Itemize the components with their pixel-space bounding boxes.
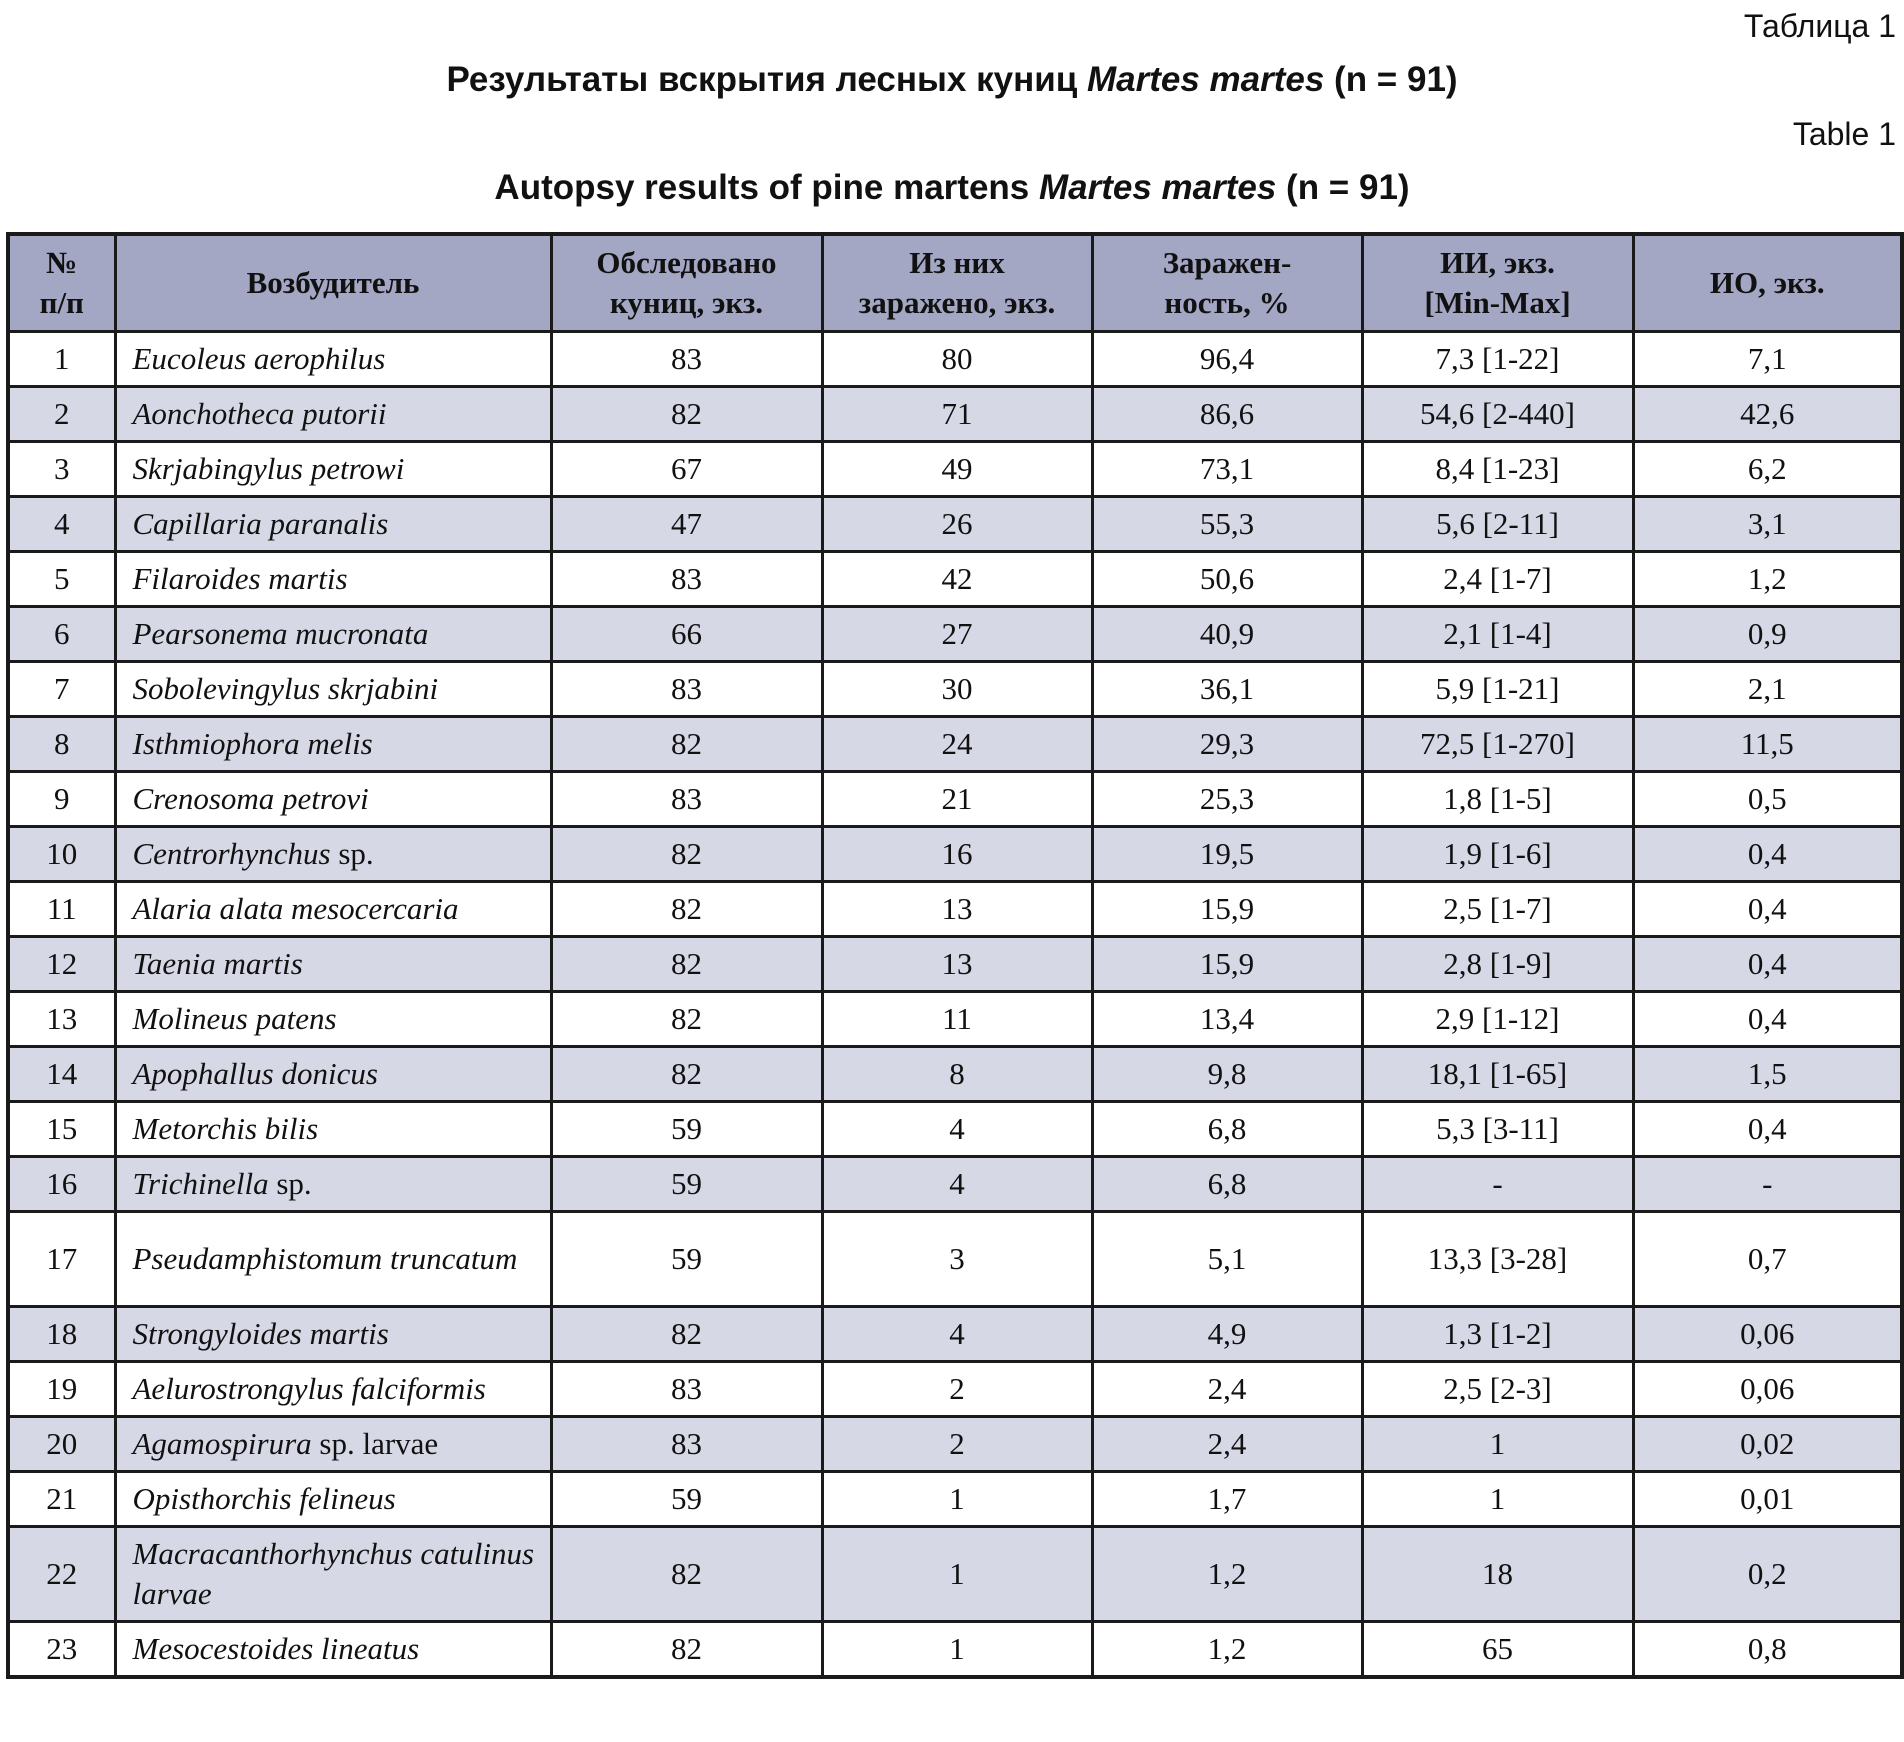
cell-pathogen bbox=[115, 1472, 551, 1527]
table-row bbox=[8, 662, 1902, 717]
cell-infected: 42 bbox=[822, 552, 1092, 607]
pathogen-name: Pseudamphistomum truncatum bbox=[132, 1241, 518, 1276]
table-body bbox=[8, 332, 1902, 1678]
cell-infected: 8 bbox=[822, 1047, 1092, 1102]
cell-num: 11 bbox=[8, 882, 115, 937]
cell-examined: 59 bbox=[551, 1157, 822, 1212]
cell-examined: 82 bbox=[551, 827, 822, 882]
cell-examined: 47 bbox=[551, 497, 822, 552]
table-row bbox=[8, 387, 1902, 442]
table-row bbox=[8, 552, 1902, 607]
cell-prevalence: 6,8 bbox=[1092, 1157, 1362, 1212]
cell-prevalence: 15,9 bbox=[1092, 882, 1362, 937]
table-row bbox=[8, 1362, 1902, 1417]
cell-num: 10 bbox=[8, 827, 115, 882]
cell-prevalence: 19,5 bbox=[1092, 827, 1362, 882]
table-row bbox=[8, 992, 1902, 1047]
pathogen-name: Filaroides martis bbox=[132, 561, 348, 596]
cell-num: 21 bbox=[8, 1472, 115, 1527]
cell-prevalence: 55,3 bbox=[1092, 497, 1362, 552]
pathogen-name: Mesocestoides lineatus bbox=[132, 1631, 420, 1666]
cell-infected: 30 bbox=[822, 662, 1092, 717]
header-num: № п/п bbox=[8, 234, 115, 332]
cell-intensity: 72,5 [1-270] bbox=[1362, 717, 1633, 772]
cell-abundance: 11,5 bbox=[1633, 717, 1902, 772]
table-row bbox=[8, 442, 1902, 497]
cell-intensity: 65 bbox=[1362, 1622, 1633, 1678]
cell-examined: 82 bbox=[551, 992, 822, 1047]
cell-infected: 71 bbox=[822, 387, 1092, 442]
pathogen-name: Trichinella bbox=[132, 1166, 269, 1201]
cell-examined: 83 bbox=[551, 662, 822, 717]
cell-infected: 49 bbox=[822, 442, 1092, 497]
cell-prevalence: 36,1 bbox=[1092, 662, 1362, 717]
pathogen-name: Aonchotheca putorii bbox=[132, 396, 387, 431]
cell-intensity: 2,8 [1-9] bbox=[1362, 937, 1633, 992]
cell-infected: 26 bbox=[822, 497, 1092, 552]
cell-num: 8 bbox=[8, 717, 115, 772]
cell-intensity: 1,8 [1-5] bbox=[1362, 772, 1633, 827]
table-caption-ru bbox=[0, 60, 1904, 100]
cell-abundance: 3,1 bbox=[1633, 497, 1902, 552]
cell-pathogen bbox=[115, 992, 551, 1047]
cell-num: 14 bbox=[8, 1047, 115, 1102]
cell-intensity: 1,9 [1-6] bbox=[1362, 827, 1633, 882]
pathogen-name: Strongyloides martis bbox=[132, 1316, 389, 1351]
cell-infected: 2 bbox=[822, 1362, 1092, 1417]
cell-pathogen bbox=[115, 1622, 551, 1678]
cell-infected: 2 bbox=[822, 1417, 1092, 1472]
cell-abundance: 1,2 bbox=[1633, 552, 1902, 607]
cell-prevalence: 86,6 bbox=[1092, 387, 1362, 442]
pathogen-name: Eucoleus aerophilus bbox=[132, 341, 386, 376]
cell-intensity: 1 bbox=[1362, 1472, 1633, 1527]
cell-abundance: 0,02 bbox=[1633, 1417, 1902, 1472]
pathogen-name: Taenia martis bbox=[132, 946, 303, 981]
cell-examined: 82 bbox=[551, 1527, 822, 1622]
cell-examined: 82 bbox=[551, 882, 822, 937]
cell-infected: 1 bbox=[822, 1527, 1092, 1622]
pathogen-name: Aelurostrongylus falciformis bbox=[132, 1371, 486, 1406]
header-pathogen: Возбудитель bbox=[115, 234, 551, 332]
cell-prevalence: 2,4 bbox=[1092, 1362, 1362, 1417]
pathogen-name: Alaria alata mesocercaria bbox=[132, 891, 459, 926]
cell-abundance: 0,4 bbox=[1633, 827, 1902, 882]
cell-num: 4 bbox=[8, 497, 115, 552]
header-abundance: ИО, экз. bbox=[1633, 234, 1902, 332]
cell-pathogen bbox=[115, 1307, 551, 1362]
table-row bbox=[8, 1472, 1902, 1527]
cell-pathogen bbox=[115, 1212, 551, 1307]
cell-prevalence: 73,1 bbox=[1092, 442, 1362, 497]
cell-examined: 83 bbox=[551, 1417, 822, 1472]
cell-pathogen bbox=[115, 497, 551, 552]
cell-abundance: 0,9 bbox=[1633, 607, 1902, 662]
cell-abundance: 0,06 bbox=[1633, 1362, 1902, 1417]
cell-infected: 13 bbox=[822, 882, 1092, 937]
table-row bbox=[8, 497, 1902, 552]
cell-prevalence: 40,9 bbox=[1092, 607, 1362, 662]
cell-abundance: 0,8 bbox=[1633, 1622, 1902, 1678]
cell-pathogen bbox=[115, 442, 551, 497]
cell-prevalence: 13,4 bbox=[1092, 992, 1362, 1047]
cell-intensity: 2,9 [1-12] bbox=[1362, 992, 1633, 1047]
cell-infected: 11 bbox=[822, 992, 1092, 1047]
cell-intensity: 18 bbox=[1362, 1527, 1633, 1622]
cell-abundance: 0,01 bbox=[1633, 1472, 1902, 1527]
cell-pathogen bbox=[115, 1362, 551, 1417]
table-row bbox=[8, 607, 1902, 662]
cell-intensity: 8,4 [1-23] bbox=[1362, 442, 1633, 497]
header-prevalence: Заражен- ность, % bbox=[1092, 234, 1362, 332]
cell-examined: 82 bbox=[551, 387, 822, 442]
cell-examined: 59 bbox=[551, 1102, 822, 1157]
pathogen-name: Metorchis bilis bbox=[132, 1111, 319, 1146]
cell-examined: 66 bbox=[551, 607, 822, 662]
cell-abundance: 0,5 bbox=[1633, 772, 1902, 827]
cell-num: 5 bbox=[8, 552, 115, 607]
cell-abundance: 2,1 bbox=[1633, 662, 1902, 717]
cell-pathogen bbox=[115, 1417, 551, 1472]
cell-prevalence: 1,7 bbox=[1092, 1472, 1362, 1527]
table-row bbox=[8, 717, 1902, 772]
caption-en-count: (n = 91) bbox=[1276, 168, 1410, 207]
cell-abundance: 1,5 bbox=[1633, 1047, 1902, 1102]
cell-infected: 80 bbox=[822, 332, 1092, 387]
pathogen-name: Apophallus donicus bbox=[132, 1056, 378, 1091]
cell-infected: 24 bbox=[822, 717, 1092, 772]
cell-infected: 1 bbox=[822, 1622, 1092, 1678]
table-row bbox=[8, 1102, 1902, 1157]
cell-num: 9 bbox=[8, 772, 115, 827]
pathogen-name: Capillaria paranalis bbox=[132, 506, 389, 541]
cell-intensity: 13,3 [3-28] bbox=[1362, 1212, 1633, 1307]
cell-num: 3 bbox=[8, 442, 115, 497]
cell-num: 23 bbox=[8, 1622, 115, 1678]
cell-intensity: 1 bbox=[1362, 1417, 1633, 1472]
cell-pathogen bbox=[115, 827, 551, 882]
cell-num: 19 bbox=[8, 1362, 115, 1417]
table-row bbox=[8, 937, 1902, 992]
cell-intensity: 2,4 [1-7] bbox=[1362, 552, 1633, 607]
cell-examined: 82 bbox=[551, 1307, 822, 1362]
table-row bbox=[8, 1417, 1902, 1472]
cell-examined: 59 bbox=[551, 1212, 822, 1307]
pathogen-name: Macracanthorhynchus catulinus larvae bbox=[132, 1536, 535, 1611]
cell-prevalence: 50,6 bbox=[1092, 552, 1362, 607]
cell-infected: 16 bbox=[822, 827, 1092, 882]
cell-prevalence: 1,2 bbox=[1092, 1622, 1362, 1678]
cell-pathogen bbox=[115, 772, 551, 827]
table-row bbox=[8, 1622, 1902, 1678]
caption-ru-count: (n = 91) bbox=[1324, 60, 1458, 99]
cell-infected: 1 bbox=[822, 1472, 1092, 1527]
pathogen-name: Opisthorchis felineus bbox=[132, 1481, 396, 1516]
table-caption-en bbox=[0, 168, 1904, 208]
cell-pathogen bbox=[115, 937, 551, 992]
cell-num: 6 bbox=[8, 607, 115, 662]
pathogen-name: Skrjabingylus petrowi bbox=[132, 451, 405, 486]
cell-pathogen bbox=[115, 387, 551, 442]
cell-examined: 83 bbox=[551, 552, 822, 607]
caption-en-species: Martes martes bbox=[1038, 168, 1277, 207]
cell-infected: 27 bbox=[822, 607, 1092, 662]
pathogen-name: Sobolevingylus skrjabini bbox=[132, 671, 439, 706]
table-row bbox=[8, 1047, 1902, 1102]
table-row bbox=[8, 827, 1902, 882]
cell-num: 17 bbox=[8, 1212, 115, 1307]
table-row bbox=[8, 882, 1902, 937]
cell-examined: 83 bbox=[551, 1362, 822, 1417]
cell-intensity: 18,1 [1-65] bbox=[1362, 1047, 1633, 1102]
cell-pathogen bbox=[115, 1102, 551, 1157]
pathogen-name: Pearsonema mucronata bbox=[132, 616, 429, 651]
cell-num: 20 bbox=[8, 1417, 115, 1472]
cell-intensity: 5,6 [2-11] bbox=[1362, 497, 1633, 552]
table-row bbox=[8, 1527, 1902, 1622]
cell-intensity: 7,3 [1-22] bbox=[1362, 332, 1633, 387]
cell-num: 16 bbox=[8, 1157, 115, 1212]
cell-prevalence: 4,9 bbox=[1092, 1307, 1362, 1362]
cell-infected: 4 bbox=[822, 1102, 1092, 1157]
table-label-ru: Таблица 1 bbox=[1743, 8, 1896, 44]
pathogen-name: Centrorhynchus bbox=[132, 836, 331, 871]
cell-abundance: 0,2 bbox=[1633, 1527, 1902, 1622]
cell-intensity: 1,3 [1-2] bbox=[1362, 1307, 1633, 1362]
autopsy-results-table bbox=[6, 232, 1904, 1679]
pathogen-suffix: sp. larvae bbox=[311, 1426, 439, 1461]
cell-num: 7 bbox=[8, 662, 115, 717]
cell-prevalence: 5,1 bbox=[1092, 1212, 1362, 1307]
cell-examined: 83 bbox=[551, 772, 822, 827]
cell-prevalence: 2,4 bbox=[1092, 1417, 1362, 1472]
caption-ru-species: Martes martes bbox=[1086, 60, 1325, 99]
table-row bbox=[8, 1157, 1902, 1212]
cell-abundance: 0,4 bbox=[1633, 882, 1902, 937]
header-infected: Из них заражено, экз. bbox=[822, 234, 1092, 332]
caption-en-text: Autopsy results of pine martens bbox=[494, 168, 1039, 207]
cell-prevalence: 25,3 bbox=[1092, 772, 1362, 827]
cell-pathogen bbox=[115, 717, 551, 772]
cell-num: 2 bbox=[8, 387, 115, 442]
cell-pathogen bbox=[115, 607, 551, 662]
cell-num: 22 bbox=[8, 1527, 115, 1622]
cell-abundance: 6,2 bbox=[1633, 442, 1902, 497]
cell-abundance: 0,4 bbox=[1633, 992, 1902, 1047]
cell-examined: 59 bbox=[551, 1472, 822, 1527]
cell-prevalence: 96,4 bbox=[1092, 332, 1362, 387]
cell-pathogen bbox=[115, 882, 551, 937]
cell-abundance: 0,06 bbox=[1633, 1307, 1902, 1362]
cell-pathogen bbox=[115, 1157, 551, 1212]
cell-intensity: 5,3 [3-11] bbox=[1362, 1102, 1633, 1157]
header-examined: Обследовано куниц, экз. bbox=[551, 234, 822, 332]
cell-intensity: 2,1 [1-4] bbox=[1362, 607, 1633, 662]
cell-prevalence: 15,9 bbox=[1092, 937, 1362, 992]
pathogen-name: Agamospirura bbox=[132, 1426, 312, 1461]
pathogen-suffix: sp. bbox=[330, 836, 374, 871]
cell-examined: 67 bbox=[551, 442, 822, 497]
cell-pathogen bbox=[115, 332, 551, 387]
cell-abundance: 42,6 bbox=[1633, 387, 1902, 442]
cell-infected: 4 bbox=[822, 1307, 1092, 1362]
cell-examined: 83 bbox=[551, 332, 822, 387]
cell-infected: 13 bbox=[822, 937, 1092, 992]
cell-num: 12 bbox=[8, 937, 115, 992]
cell-examined: 82 bbox=[551, 1047, 822, 1102]
table-label-en: Table 1 bbox=[1792, 116, 1896, 152]
cell-prevalence: 6,8 bbox=[1092, 1102, 1362, 1157]
cell-prevalence: 1,2 bbox=[1092, 1527, 1362, 1622]
cell-examined: 82 bbox=[551, 1622, 822, 1678]
pathogen-suffix: sp. bbox=[268, 1166, 312, 1201]
cell-abundance: 0,4 bbox=[1633, 937, 1902, 992]
cell-abundance: - bbox=[1633, 1157, 1902, 1212]
cell-pathogen bbox=[115, 552, 551, 607]
table-row bbox=[8, 772, 1902, 827]
cell-prevalence: 9,8 bbox=[1092, 1047, 1362, 1102]
cell-pathogen bbox=[115, 662, 551, 717]
cell-examined: 82 bbox=[551, 937, 822, 992]
cell-num: 18 bbox=[8, 1307, 115, 1362]
cell-prevalence: 29,3 bbox=[1092, 717, 1362, 772]
pathogen-name: Molineus patens bbox=[132, 1001, 337, 1036]
table-row bbox=[8, 1212, 1902, 1307]
header-row bbox=[8, 234, 1902, 332]
cell-infected: 3 bbox=[822, 1212, 1092, 1307]
cell-infected: 4 bbox=[822, 1157, 1092, 1212]
header-intensity: ИИ, экз. [Min-Max] bbox=[1362, 234, 1633, 332]
cell-num: 13 bbox=[8, 992, 115, 1047]
cell-num: 1 bbox=[8, 332, 115, 387]
pathogen-name: Isthmiophora melis bbox=[132, 726, 373, 761]
cell-intensity: - bbox=[1362, 1157, 1633, 1212]
cell-intensity: 2,5 [1-7] bbox=[1362, 882, 1633, 937]
cell-intensity: 54,6 [2-440] bbox=[1362, 387, 1633, 442]
cell-abundance: 7,1 bbox=[1633, 332, 1902, 387]
cell-pathogen bbox=[115, 1047, 551, 1102]
table-row bbox=[8, 332, 1902, 387]
cell-intensity: 2,5 [2-3] bbox=[1362, 1362, 1633, 1417]
cell-intensity: 5,9 [1-21] bbox=[1362, 662, 1633, 717]
cell-abundance: 0,4 bbox=[1633, 1102, 1902, 1157]
cell-num: 15 bbox=[8, 1102, 115, 1157]
caption-ru-text: Результаты вскрытия лесных куниц bbox=[446, 60, 1087, 99]
cell-infected: 21 bbox=[822, 772, 1092, 827]
cell-abundance: 0,7 bbox=[1633, 1212, 1902, 1307]
cell-pathogen bbox=[115, 1527, 551, 1622]
cell-examined: 82 bbox=[551, 717, 822, 772]
table-row bbox=[8, 1307, 1902, 1362]
pathogen-name: Crenosoma petrovi bbox=[132, 781, 369, 816]
